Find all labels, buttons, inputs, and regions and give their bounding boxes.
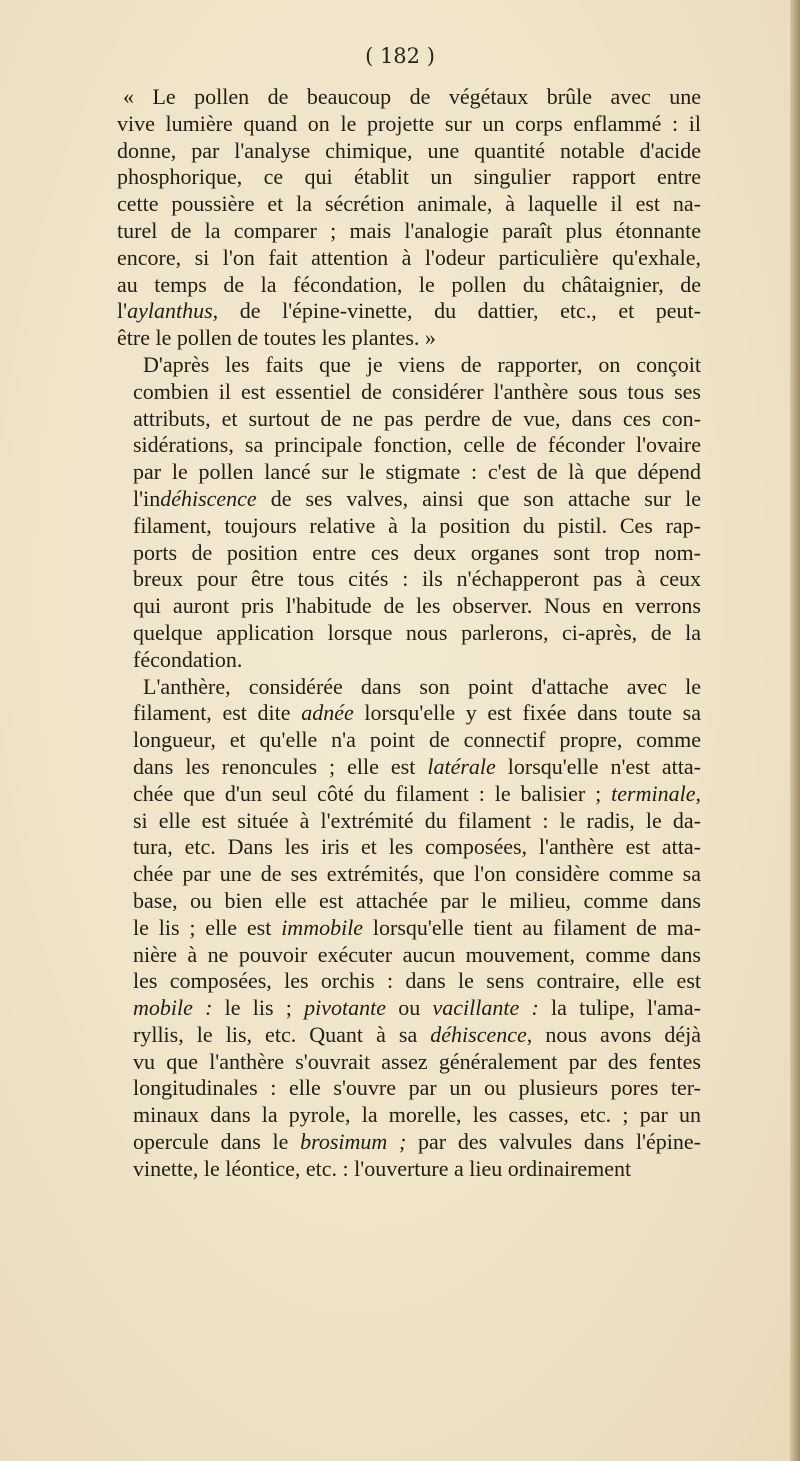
italic-term: pivotante bbox=[304, 995, 387, 1021]
text-line: quelque application lorsque nous parlerons, ci-après, de la bbox=[133, 619, 701, 645]
text-line: par le pollen lancé sur le stigmate : c'est de là que dépend bbox=[133, 459, 701, 485]
text-line: sidérations, sa principale fonction, celle de féconder l'ovaire bbox=[133, 432, 701, 458]
text-line: au temps de la fécondation, le pollen du châtaignier, de bbox=[117, 271, 701, 297]
text-line: chée par une de ses extrémités, que l'on considère comme sa bbox=[133, 861, 701, 887]
text-line: chée que d'un seul côté du filament : le balisier ; terminale, bbox=[133, 780, 701, 806]
italic-term: terminale bbox=[611, 780, 696, 806]
text-line: L'anthère, considérée dans son point d'attache avec le bbox=[143, 673, 701, 699]
text-line: vive lumière quand on le projette sur un corps enflammé : il bbox=[117, 110, 701, 136]
text-line: D'après les faits que je viens de rapporter, on conçoit bbox=[143, 351, 701, 377]
text-line: fécondation. bbox=[133, 646, 243, 672]
text-line: filament, toujours relative à la position du pistil. Ces rap- bbox=[133, 512, 701, 538]
text-line: opercule dans le brosimum ; par des valvules dans l'épine- bbox=[133, 1129, 701, 1155]
text-line: breux pour être tous cités : ils n'échapperont pas à ceux bbox=[133, 566, 701, 592]
text-line: tura, etc. Dans les iris et les composées, l'anthère est atta- bbox=[133, 834, 701, 860]
text-line: l'aylanthus, de l'épine-vinette, du dattier, etc., et peut- bbox=[117, 298, 701, 324]
text-line: combien il est essentiel de considérer l'anthère sous tous ses bbox=[133, 378, 701, 404]
text-line: base, ou bien elle est attachée par le milieu, comme dans bbox=[133, 887, 701, 913]
italic-term: immobile bbox=[281, 914, 364, 940]
text-line: encore, si l'on fait attention à l'odeur particulière qu'exhale, bbox=[117, 244, 701, 270]
text-line: le lis ; elle est immobile lorsqu'elle tient au filament de ma- bbox=[133, 914, 701, 940]
italic-term: aylanthus bbox=[127, 298, 213, 324]
text-line: attributs, et surtout de ne pas perdre de vue, dans ces con- bbox=[133, 405, 701, 431]
italic-term: vacillante : bbox=[432, 995, 539, 1021]
italic-term: déhiscence bbox=[160, 485, 257, 511]
italic-term: brosimum ; bbox=[300, 1129, 407, 1155]
text-line: nière à ne pouvoir exécuter aucun mouvement, comme dans bbox=[133, 941, 701, 967]
text-line: donne, par l'analyse chimique, une quantité notable d'acide bbox=[117, 137, 701, 163]
page-number: ( 182 ) bbox=[365, 44, 435, 68]
text-line: longitudinales : elle s'ouvre par un ou plusieurs pores ter- bbox=[133, 1075, 701, 1101]
text-line: ports de position entre ces deux organes sont trop nom- bbox=[133, 539, 701, 565]
text-line: l'indéhiscence de ses valves, ainsi que son attache sur le bbox=[133, 485, 701, 511]
italic-term: latérale bbox=[427, 753, 496, 779]
text-line: ryllis, le lis, etc. Quant à sa déhiscence, nous avons déjà bbox=[133, 1021, 701, 1047]
text-line: dans les renoncules ; elle est latérale lorsqu'elle n'est atta- bbox=[133, 753, 701, 779]
page-edge-shadow bbox=[790, 0, 800, 1461]
text-line: minaux dans la pyrole, la morelle, les casses, etc. ; par un bbox=[133, 1102, 701, 1128]
text-line: qui auront pris l'habitude de les observer. Nous en verrons bbox=[133, 593, 701, 619]
text-line: vu que l'anthère s'ouvrait assez généralement par des fentes bbox=[133, 1048, 701, 1074]
paragraph bbox=[111, 352, 701, 674]
text-line: cette poussière et la sécrétion animale, à laquelle il est na- bbox=[117, 191, 701, 217]
text-line: être le pollen de toutes les plantes. » bbox=[117, 325, 436, 351]
text-line: longueur, et qu'elle n'a point de connectif propre, comme bbox=[133, 727, 701, 753]
text-line: filament, est dite adnée lorsqu'elle y est fixée dans toute sa bbox=[133, 700, 702, 726]
italic-term: mobile : bbox=[133, 995, 213, 1021]
text-line: phosphorique, ce qui établit un singulier rapport entre bbox=[117, 164, 701, 190]
body-text bbox=[111, 84, 701, 1183]
paragraph bbox=[111, 84, 701, 352]
text-line: si elle est située à l'extrémité du filament : le radis, le da- bbox=[133, 807, 701, 833]
text-line: les composées, les orchis : dans le sens contraire, elle est bbox=[133, 968, 701, 994]
text-line: mobile : le lis ; pivotante ou vacillante : la tulipe, l'ama- bbox=[133, 995, 702, 1021]
italic-term: déhiscence bbox=[430, 1021, 527, 1047]
text-line: « Le pollen de beaucoup de végétaux brûle avec une bbox=[123, 84, 701, 109]
paragraph bbox=[111, 674, 701, 1183]
italic-term: adnée bbox=[301, 700, 354, 726]
text-line: vinette, le léontice, etc. : l'ouverture a lieu ordinairement bbox=[133, 1155, 632, 1181]
text-line: turel de la comparer ; mais l'analogie paraît plus étonnante bbox=[117, 217, 701, 243]
